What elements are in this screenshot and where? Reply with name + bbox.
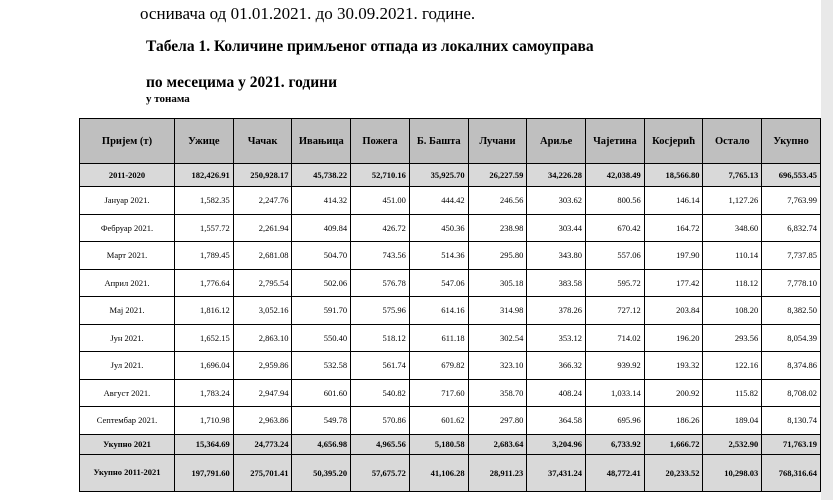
value-cell: 383.58 (527, 269, 586, 297)
value-cell: 5,180.58 (409, 434, 468, 454)
value-cell: 35,925.70 (409, 164, 468, 187)
header-cell: Пожега (351, 119, 410, 164)
value-cell: 164.72 (644, 214, 703, 242)
header-cell: Остало (703, 119, 762, 164)
value-cell: 37,431.24 (527, 454, 586, 491)
value-cell: 426.72 (351, 214, 410, 242)
value-cell: 504.70 (292, 242, 351, 270)
value-cell: 343.80 (527, 242, 586, 270)
value-cell: 1,710.98 (175, 407, 234, 435)
table-title: Табела 1. Количине примљеног отпада из локалних самоуправа (146, 38, 594, 55)
value-cell: 193.32 (644, 352, 703, 380)
value-cell: 275,701.41 (233, 454, 292, 491)
header-cell: Лучани (468, 119, 527, 164)
intro-text: оснивача од 01.01.2021. до 30.09.2021. године. (140, 4, 476, 23)
value-cell: 7,763.99 (762, 187, 821, 215)
waste-table (79, 118, 821, 492)
header-cell: Чајетина (586, 119, 645, 164)
value-cell: 8,374.86 (762, 352, 821, 380)
value-cell: 450.36 (409, 214, 468, 242)
value-cell: 250,928.17 (233, 164, 292, 187)
header-cell: Укупно (762, 119, 821, 164)
value-cell: 1,557.72 (175, 214, 234, 242)
value-cell: 200.92 (644, 379, 703, 407)
value-cell: 540.82 (351, 379, 410, 407)
value-cell: 451.00 (351, 187, 410, 215)
value-cell: 614.16 (409, 297, 468, 325)
value-cell: 575.96 (351, 297, 410, 325)
value-cell: 444.42 (409, 187, 468, 215)
value-cell: 197,791.60 (175, 454, 234, 491)
value-cell: 4,656.98 (292, 434, 351, 454)
value-cell: 378.26 (527, 297, 586, 325)
header-cell: Косјерић (644, 119, 703, 164)
value-cell: 2,963.86 (233, 407, 292, 435)
header-cell: Ужице (175, 119, 234, 164)
value-cell: 366.32 (527, 352, 586, 380)
table-row-total-2021 (80, 434, 821, 454)
value-cell: 2,683.64 (468, 434, 527, 454)
value-cell: 196.20 (644, 324, 703, 352)
row-label-cell: Мај 2021. (80, 297, 175, 325)
value-cell: 10,298.03 (703, 454, 762, 491)
value-cell: 2,247.76 (233, 187, 292, 215)
value-cell: 6,733.92 (586, 434, 645, 454)
value-cell: 714.02 (586, 324, 645, 352)
value-cell: 28,911.23 (468, 454, 527, 491)
value-cell: 8,130.74 (762, 407, 821, 435)
value-cell: 146.14 (644, 187, 703, 215)
value-cell: 800.56 (586, 187, 645, 215)
value-cell: 110.14 (703, 242, 762, 270)
row-label-cell: Јул 2021. (80, 352, 175, 380)
row-label-cell: Август 2021. (80, 379, 175, 407)
value-cell: 408.24 (527, 379, 586, 407)
value-cell: 48,772.41 (586, 454, 645, 491)
value-cell: 358.70 (468, 379, 527, 407)
row-label-cell: Септембар 2021. (80, 407, 175, 435)
value-cell: 502.06 (292, 269, 351, 297)
value-cell: 576.78 (351, 269, 410, 297)
table-row-month (80, 297, 821, 325)
value-cell: 182,426.91 (175, 164, 234, 187)
table-row-total-2011-2021 (80, 454, 821, 491)
value-cell: 414.32 (292, 187, 351, 215)
value-cell: 2,795.54 (233, 269, 292, 297)
value-cell: 42,038.49 (586, 164, 645, 187)
value-cell: 518.12 (351, 324, 410, 352)
value-cell: 727.12 (586, 297, 645, 325)
value-cell: 2,681.08 (233, 242, 292, 270)
value-cell: 1,776.64 (175, 269, 234, 297)
value-cell: 670.42 (586, 214, 645, 242)
value-cell: 601.62 (409, 407, 468, 435)
value-cell: 1,789.45 (175, 242, 234, 270)
table-row-month (80, 269, 821, 297)
value-cell: 34,226.28 (527, 164, 586, 187)
value-cell: 532.58 (292, 352, 351, 380)
value-cell: 547.06 (409, 269, 468, 297)
table-row-month (80, 352, 821, 380)
value-cell: 57,675.72 (351, 454, 410, 491)
header-cell: Чачак (233, 119, 292, 164)
value-cell: 939.92 (586, 352, 645, 380)
value-cell: 8,382.50 (762, 297, 821, 325)
value-cell: 15,364.69 (175, 434, 234, 454)
value-cell: 1,666.72 (644, 434, 703, 454)
value-cell: 561.74 (351, 352, 410, 380)
value-cell: 297.80 (468, 407, 527, 435)
table-row-month (80, 324, 821, 352)
value-cell: 246.56 (468, 187, 527, 215)
value-cell: 41,106.28 (409, 454, 468, 491)
value-cell: 364.58 (527, 407, 586, 435)
value-cell: 1,582.35 (175, 187, 234, 215)
value-cell: 45,738.22 (292, 164, 351, 187)
value-cell: 768,316.64 (762, 454, 821, 491)
value-cell: 1,816.12 (175, 297, 234, 325)
value-cell: 7,778.10 (762, 269, 821, 297)
value-cell: 1,783.24 (175, 379, 234, 407)
value-cell: 189.04 (703, 407, 762, 435)
units-label: у тонама (146, 93, 190, 105)
table-row-month (80, 407, 821, 435)
value-cell: 24,773.24 (233, 434, 292, 454)
value-cell: 18,566.80 (644, 164, 703, 187)
value-cell: 20,233.52 (644, 454, 703, 491)
value-cell: 409.84 (292, 214, 351, 242)
header-cell: Ивањица (292, 119, 351, 164)
table-row-month (80, 242, 821, 270)
value-cell: 122.16 (703, 352, 762, 380)
value-cell: 2,959.86 (233, 352, 292, 380)
value-cell: 305.18 (468, 269, 527, 297)
value-cell: 679.82 (409, 352, 468, 380)
value-cell: 303.62 (527, 187, 586, 215)
value-cell: 696,553.45 (762, 164, 821, 187)
value-cell: 108.20 (703, 297, 762, 325)
header-cell: Ариље (527, 119, 586, 164)
value-cell: 6,832.74 (762, 214, 821, 242)
value-cell: 323.10 (468, 352, 527, 380)
value-cell: 314.98 (468, 297, 527, 325)
value-cell: 302.54 (468, 324, 527, 352)
value-cell: 549.78 (292, 407, 351, 435)
value-cell: 197.90 (644, 242, 703, 270)
value-cell: 50,395.20 (292, 454, 351, 491)
row-label-cell: Фебруар 2021. (80, 214, 175, 242)
row-label-cell: Јануар 2021. (80, 187, 175, 215)
table-row-month (80, 214, 821, 242)
value-cell: 717.60 (409, 379, 468, 407)
row-label-cell: Јун 2021. (80, 324, 175, 352)
row-label-cell: Укупно 2011-2021 (80, 454, 175, 491)
table-row-month (80, 187, 821, 215)
value-cell: 601.60 (292, 379, 351, 407)
value-cell: 611.18 (409, 324, 468, 352)
header-cell: Б. Башта (409, 119, 468, 164)
row-label-cell: Укупно 2021 (80, 434, 175, 454)
value-cell: 743.56 (351, 242, 410, 270)
value-cell: 557.06 (586, 242, 645, 270)
value-cell: 570.86 (351, 407, 410, 435)
value-cell: 1,652.15 (175, 324, 234, 352)
value-cell: 303.44 (527, 214, 586, 242)
value-cell: 353.12 (527, 324, 586, 352)
table-header-row (80, 119, 821, 164)
value-cell: 71,763.19 (762, 434, 821, 454)
value-cell: 238.98 (468, 214, 527, 242)
value-cell: 550.40 (292, 324, 351, 352)
header-cell: Пријем (т) (80, 119, 175, 164)
value-cell: 591.70 (292, 297, 351, 325)
value-cell: 1,033.14 (586, 379, 645, 407)
value-cell: 118.12 (703, 269, 762, 297)
value-cell: 8,708.02 (762, 379, 821, 407)
value-cell: 8,054.39 (762, 324, 821, 352)
viewer-scroll-gutter (821, 0, 833, 500)
table-row-month (80, 379, 821, 407)
value-cell: 2,863.10 (233, 324, 292, 352)
value-cell: 186.26 (644, 407, 703, 435)
value-cell: 2,532.90 (703, 434, 762, 454)
value-cell: 295.80 (468, 242, 527, 270)
table-row-2011-2020 (80, 164, 821, 187)
value-cell: 595.72 (586, 269, 645, 297)
value-cell: 3,204.96 (527, 434, 586, 454)
value-cell: 293.56 (703, 324, 762, 352)
value-cell: 348.60 (703, 214, 762, 242)
value-cell: 52,710.16 (351, 164, 410, 187)
value-cell: 2,261.94 (233, 214, 292, 242)
row-label-cell: 2011-2020 (80, 164, 175, 187)
row-label-cell: Април 2021. (80, 269, 175, 297)
table-subtitle: по месецима у 2021. години (146, 74, 338, 91)
value-cell: 26,227.59 (468, 164, 527, 187)
value-cell: 4,965.56 (351, 434, 410, 454)
value-cell: 2,947.94 (233, 379, 292, 407)
value-cell: 3,052.16 (233, 297, 292, 325)
value-cell: 203.84 (644, 297, 703, 325)
row-label-cell: Март 2021. (80, 242, 175, 270)
value-cell: 695.96 (586, 407, 645, 435)
value-cell: 7,765.13 (703, 164, 762, 187)
value-cell: 1,127.26 (703, 187, 762, 215)
value-cell: 1,696.04 (175, 352, 234, 380)
value-cell: 115.82 (703, 379, 762, 407)
value-cell: 7,737.85 (762, 242, 821, 270)
value-cell: 177.42 (644, 269, 703, 297)
value-cell: 514.36 (409, 242, 468, 270)
